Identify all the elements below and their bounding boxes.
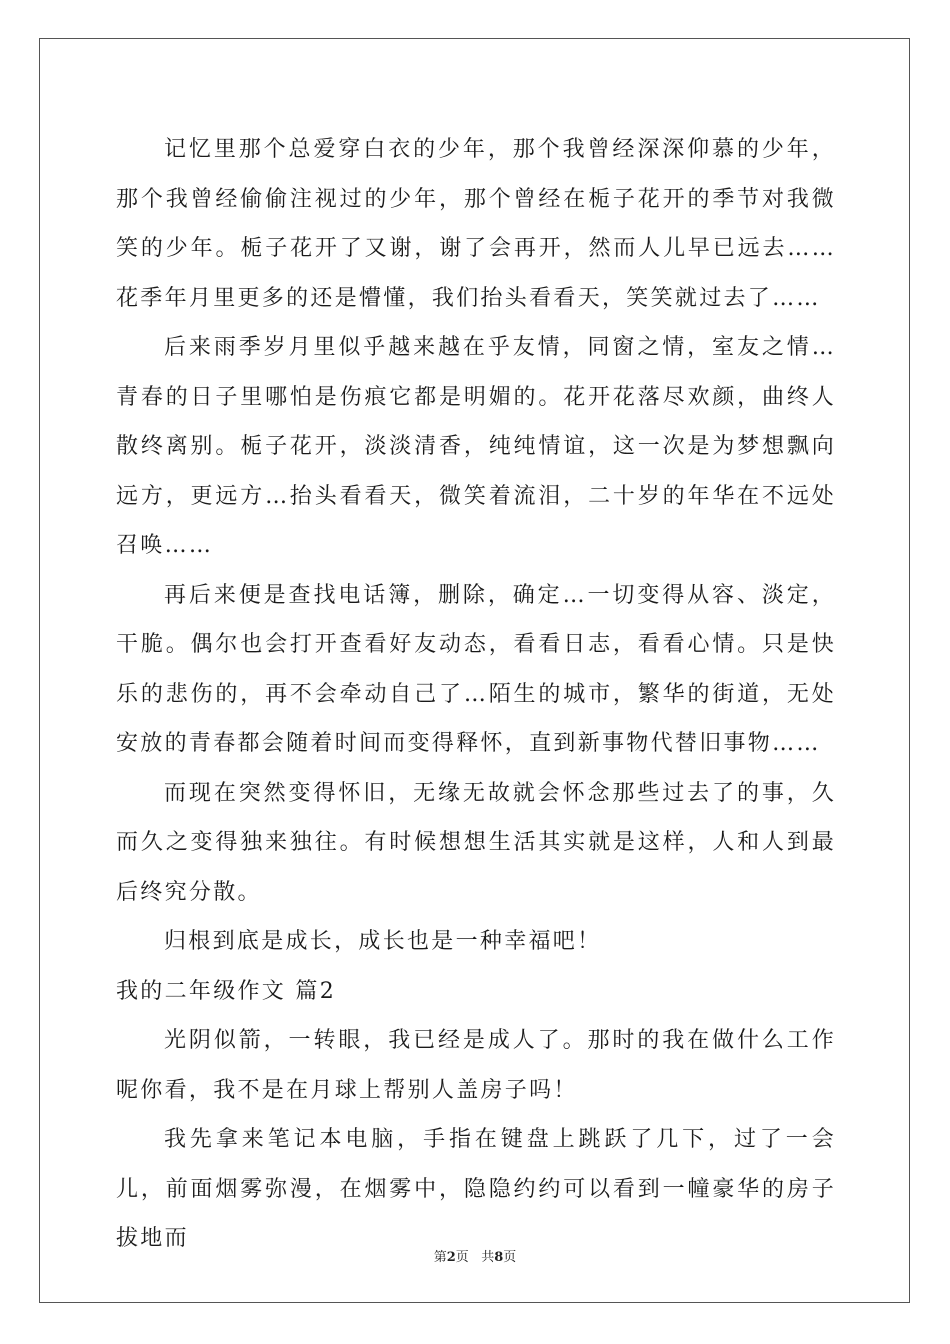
paragraph: 再后来便是查找电话簿，删除，确定…一切变得从容、淡定，干脆。偶尔也会打开查看好友动态，看看日志，看看心情。只是快乐的悲伤的，再不会牵动自己了…陌生的城市，繁华的街道，无处安放的青春都会随着时间而变得释怀，直到新事物代替旧事物…… <box>116 582 836 756</box>
paragraph: 后来雨季岁月里似乎越来越在乎友情，同窗之情，室友之情…青春的日子里哪怕是伤痕它都是明媚的。花开花落尽欢颜，曲终人散终离别。栀子花开，淡淡清香，纯纯情谊，这一次是为梦想飘向远方，更远方…抬头看看天，微笑着流泪，二十岁的年华在不远处召唤…… <box>116 335 836 558</box>
paragraph: 记忆里那个总爱穿白衣的少年，那个我曾经深深仰慕的少年，那个我曾经偷偷注视过的少年，那个曾经在栀子花开的季节对我微笑的少年。栀子花开了又谢，谢了会再开，然而人儿早已远去……花季年月里更多的还是懵懂，我们抬头看看天，笑笑就过去了…… <box>116 137 836 311</box>
footer-page-suffix: 页 <box>455 1250 469 1265</box>
document-body <box>116 125 836 1264</box>
footer-prefix: 第 <box>433 1250 447 1265</box>
paragraph: 光阴似箭，一转眼，我已经是成人了。那时的我在做什么工作呢你看，我不是在月球上帮别人盖房子吗！ <box>116 1028 836 1103</box>
footer-total-suffix: 页 <box>503 1250 517 1265</box>
current-page-number: 2 <box>446 1250 456 1265</box>
section-heading: 我的二年级作文 篇2 <box>116 978 336 1004</box>
paragraph: 而现在突然变得怀旧，无缘无故就会怀念那些过去了的事，久而久之变得独来独往。有时候想想生活其实就是这样，人和人到最后终究分散。 <box>116 780 836 905</box>
footer-total-prefix: 共 <box>481 1250 495 1265</box>
paragraph: 我先拿来笔记本电脑，手指在键盘上跳跃了几下，过了一会儿，前面烟雾弥漫，在烟雾中，隐隐约约可以看到一幢豪华的房子拔地而 <box>116 1127 836 1251</box>
page-footer <box>0 1246 950 1265</box>
total-pages-number: 8 <box>494 1250 504 1265</box>
paragraph: 归根到底是成长，成长也是一种幸福吧！ <box>164 929 602 954</box>
